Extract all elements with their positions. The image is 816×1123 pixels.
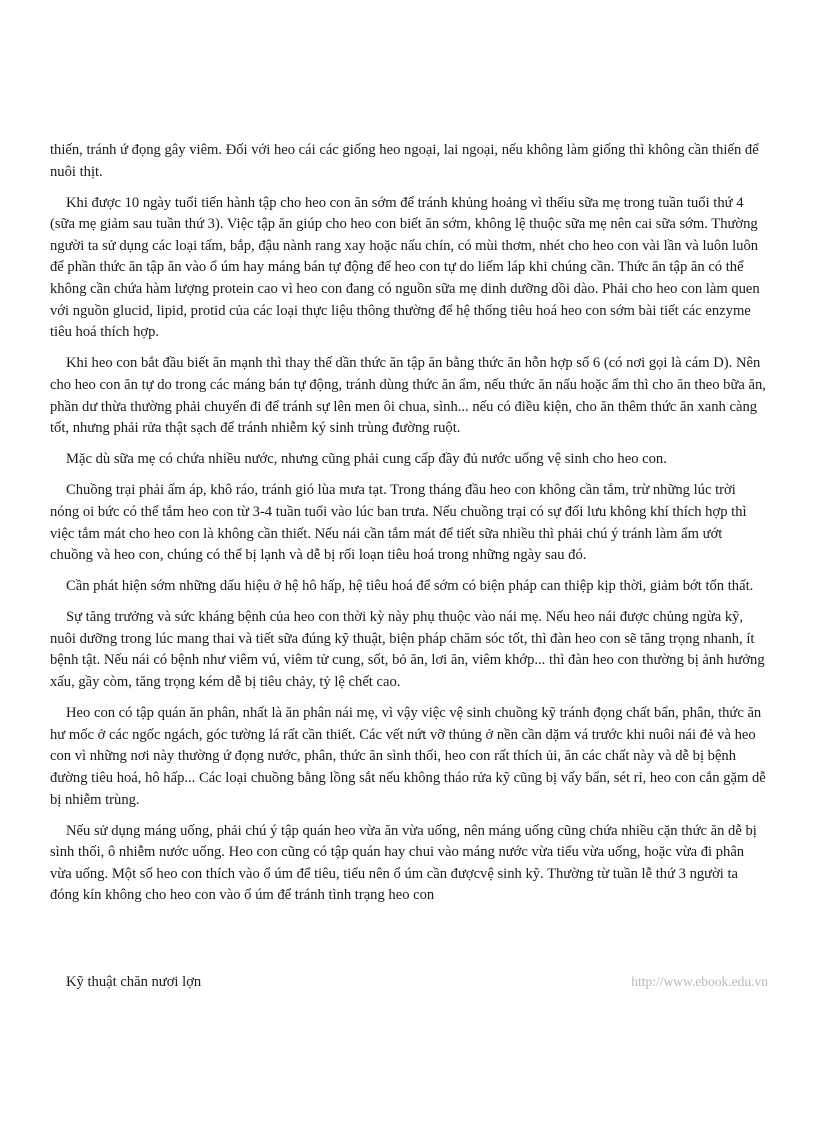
document-body — [50, 140, 768, 917]
paragraph-early-detection: Cần phát hiện sớm những dấu hiệu ở hệ hô hấp, hệ tiêu hoá để sớm có biện pháp can thiệp kịp thời, giảm bớt tổn thất. — [66, 578, 754, 595]
paragraph-continuation: thiến, tránh ứ đọng gây viêm. Đối với heo cái các giống heo ngoại, lai ngoại, nếu không làm giống thì không cần thiến để nuôi thịt. — [50, 142, 759, 180]
paragraph-drinking-water: Mặc dù sữa mẹ có chứa nhiều nước, nhưng cũng phải cung cấp đầy đủ nước uống vệ sinh cho heo con. — [66, 451, 667, 468]
footer-url: http://www.ebook.edu.vn — [631, 974, 768, 989]
page-footer — [66, 974, 768, 994]
paragraph-early-feeding: Khi được 10 ngày tuổi tiến hành tập cho heo con ăn sớm để tránh khủng hoảng vì thếiu sữa mẹ trong tuần tuổi thứ 4 (sữa mẹ giảm sau tuần thứ 3). Việc tập ăn giúp cho heo con biết ăn sớm, không lệ thuộc sữa mẹ nên cai sữa sớm. Thường người ta sử dụng các loại tấm, bắp, đậu nành rang xay hoặc nấu chín, có mùi thơm, nhét cho heo con vài lần và luôn luôn để phần thức ăn tập ăn vào ổ úm hay máng bán tự động để heo con tự do liếm láp khi chúng cần. Thức ăn tập ăn có thể không cần chứa hàm lượng protein cao vì heo con đang có nguồn sữa mẹ dinh dưỡng dồi dào. Phải cho heo con làm quen với nguồn glucid, lipid, protid của các loại thực liệu thông thường để hệ thống tiêu hoá heo con sớm bài tiết các enzyme tiêu hoá thích hợp. — [50, 194, 760, 341]
paragraph-housing: Chuồng trại phải ấm áp, khô ráo, tránh gió lùa mưa tạt. Trong tháng đầu heo con không cần tắm, trừ những lúc trời nóng oi bức có thể tắm heo con từ 3-4 tuần tuổi vào lúc ban trưa. Nếu chuồng trại có sự đối lưu không khí thích hợp thì việc tắm mát cho heo con là không cần thiết. Nếu nái cần tắm mát để tiết sữa nhiều thì phải chú ý tránh làm ẩm ướt chuồng và heo con, chúng có thể bị lạnh và dễ bị rối loạn tiêu hoá trong những ngày sau đó. — [50, 482, 747, 564]
paragraph-sow-health: Sự tăng trưởng và sức kháng bệnh của heo con thời kỳ này phụ thuộc vào nái mẹ. Nếu heo nái được chủng ngừa kỹ, nuôi dưỡng trong lúc mang thai và tiết sữa đúng kỹ thuật, biện pháp chăm sóc tốt, thì đàn heo con sẽ tăng trọng nhanh, ít bệnh tật. Nếu nái có bệnh như viêm vú, viêm tử cung, sốt, bỏ ăn, lơi ăn, viêm khớp... thì đàn heo con thường bị ảnh hưởng xấu, gầy còm, tăng trọng kém dễ bị tiêu chảy, tỷ lệ chết cao. — [50, 609, 765, 691]
paragraph-mixed-feed: Khi heo con bắt đầu biết ăn mạnh thì thay thế dần thức ăn tập ăn bằng thức ăn hỗn hợp số 6 (có nơi gọi là cám D). Nên cho heo con ăn tự do trong các máng bán tự động, tránh dùng thức ăn ẩm, nếu thức ăn nấu hoặc ẩm thì cho ăn theo bữa ăn, phần dư thừa thường phải chuyển đi để tránh sự lên men ôi chua, sình... nếu có điều kiện, cho ăn thêm thức ăn xanh càng tốt, nhưng phải rửa thật sạch để tránh nhiễm ký sinh trùng đường ruột. — [50, 355, 766, 437]
paragraph-hygiene: Heo con có tập quán ăn phân, nhất là ăn phân nái mẹ, vì vậy việc vệ sinh chuồng kỹ tránh đọng chất bẩn, phân, thức ăn hư mốc ở các ngốc ngách, góc tường lá rất cần thiết. Các vết nứt vỡ thủng ở nền cần dặm vá trước khi nuôi nái đẻ và heo con vì những nơi này thường ứ đọng nước, phân, thức ăn sình thối, heo con rất thích ủi, ăn các chất này và dễ bị bệnh đường tiêu hoá, hô hấp... Các loại chuồng bằng lồng sắt nếu không tháo rửa kỹ cũng bị vấy bẩn, sét rỉ, heo con cắn gặm dễ bị nhiễm trùng. — [50, 705, 766, 808]
footer-book-title: Kỹ thuật chăn nươi lợn — [66, 974, 202, 990]
paragraph-water-trough: Nếu sử dụng máng uống, phải chú ý tập quán heo vừa ăn vừa uống, nên máng uống cũng chứa nhiều cặn thức ăn dễ bị sình thối, ô nhiễm nước uống. Heo con cũng có tập quán hay chui vào máng nước vừa tiểu vừa uống, hoặc vừa đi phân vừa uống. Một số heo con thích vào ổ úm để tiêu, tiểu nên ổ úm cần đượcvệ sinh kỹ. Thường từ tuần lễ thứ 3 người ta đóng kín không cho heo con vào ổ úm để tránh tình trạng heo con — [50, 822, 757, 904]
